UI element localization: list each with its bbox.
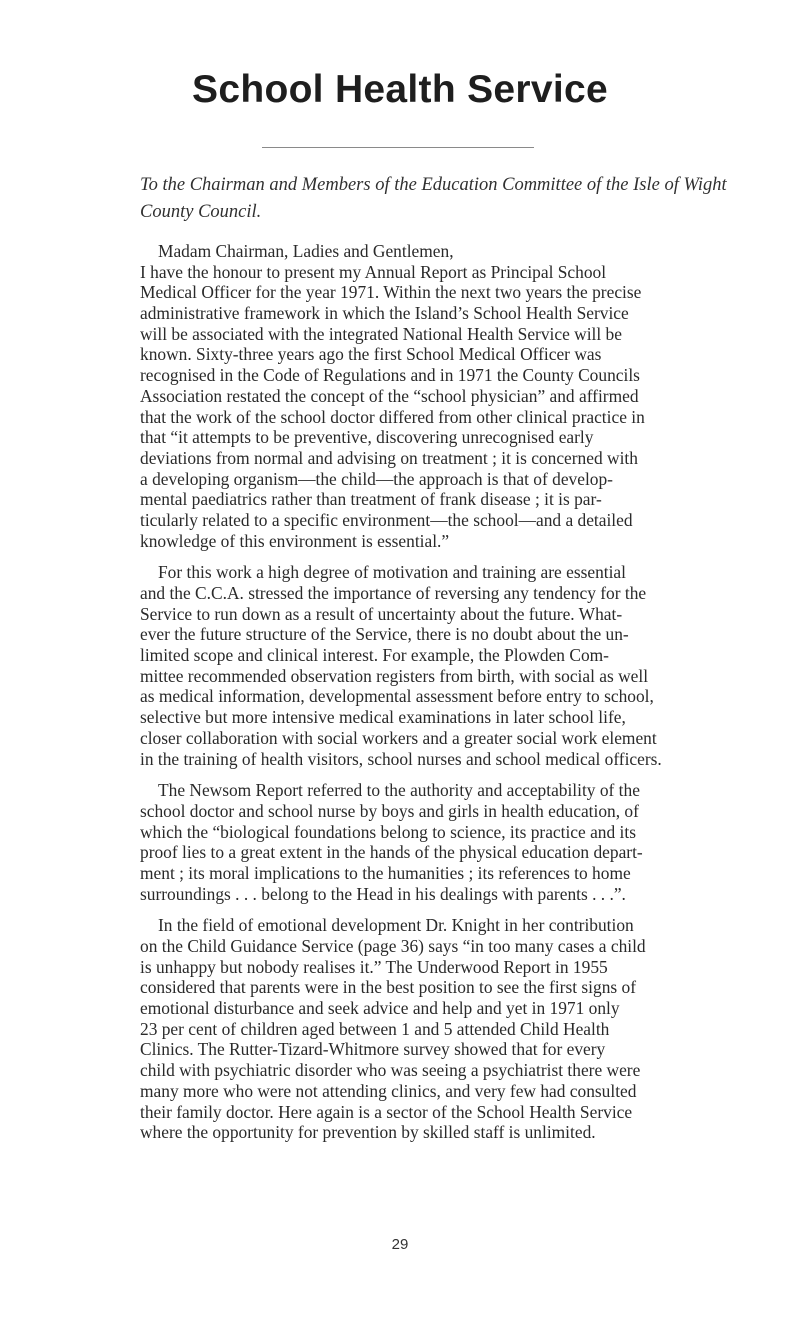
text-line: as medical information, developmental assessment before entry to school, [140,686,654,707]
text-line: mittee recommended observation registers from birth, with social as well [140,665,649,686]
page-title: School Health Service [192,68,608,111]
text-line: will be associated with the integrated National Health Service will be [140,323,622,344]
text-line: limited scope and clinical interest. For example, the Plowden Com- [140,645,609,666]
text-line: Association restated the concept of the “school physician” and affirmed [140,385,639,406]
text-line: ment ; its moral implications to the humanities ; its references to home [140,862,631,883]
text-line: school doctor and school nurse by boys and girls in health education, of [140,800,639,821]
paragraph [140,562,720,769]
text-line: that the work of the school doctor differed from other clinical practice in [140,406,645,427]
paragraph [140,915,720,1143]
text-line: administrative framework in which the Island’s School Health Service [140,303,629,324]
text-line: Medical Officer for the year 1971. Within the next two years the precise [140,282,642,303]
text-line: that “it attempts to be preventive, discovering unrecognised early [140,427,594,448]
text-line: I have the honour to present my Annual Report as Principal School [140,261,607,282]
text-line: Clinics. The Rutter-Tizard-Whitmore survey showed that for every [140,1039,606,1060]
text-line: many more who were not attending clinics, and very few had consulted [140,1080,637,1101]
text-line: closer collaboration with social workers and a greater social work element [140,727,657,748]
paragraph [140,241,720,551]
text-line: The Newsom Report referred to the authority and acceptability of the [158,780,640,801]
text-line: which the “biological foundations belong to science, its practice and its [140,821,636,842]
text-line: ticularly related to a specific environment—the school—and a detailed [140,509,633,530]
text-line: a developing organism—the child—the approach is that of develop- [140,468,613,489]
text-line: surroundings . . . belong to the Head in his dealings with parents . . .”. [140,883,626,904]
address-line: County Council. [140,202,262,222]
page-number: 29 [391,1236,409,1253]
text-line: child with psychiatric disorder who was seeing a psychiatrist there were [140,1060,641,1081]
text-line: Service to run down as a result of uncertainty about the future. What- [140,603,623,624]
text-line: known. Sixty-three years ago the first School Medical Officer was [140,344,602,365]
text-line: in the training of health visitors, school nurses and school medical officers. [140,748,662,769]
body-text [140,241,720,1154]
text-line: 23 per cent of children aged between 1 and 5 attended Child Health [140,1018,610,1039]
text-line: proof lies to a great extent in the hands of the physical education depart- [140,842,643,863]
paragraph [140,780,720,904]
text-line: ever the future structure of the Service, there is no doubt about the un- [140,624,629,645]
address-line: To the Chairman and Members of the Education Committee of the Isle of Wight [140,175,727,195]
text-line: is unhappy but nobody realises it.” The Underwood Report in 1955 [140,956,608,977]
text-line: Madam Chairman, Ladies and Gentlemen, [158,241,454,261]
text-line: recognised in the Code of Regulations and in 1971 the County Councils [140,365,640,386]
address-block [140,172,727,226]
text-line: their family doctor. Here again is a sector of the School Health Service [140,1101,633,1122]
text-line: In the field of emotional development Dr. Knight in her contribution [158,915,634,936]
text-line: emotional disturbance and seek advice and help and yet in 1971 only [140,998,620,1019]
text-line: on the Child Guidance Service (page 36) says “in too many cases a child [140,936,646,956]
text-line: deviations from normal and advising on treatment ; it is concerned with [140,447,638,468]
text-line: For this work a high degree of motivation and training are essential [158,562,626,583]
text-line: where the opportunity for prevention by skilled staff is unlimited. [140,1122,596,1143]
text-line: and the C.C.A. stressed the importance of reversing any tendency for the [140,583,647,603]
text-line: selective but more intensive medical examinations in later school life, [140,707,626,728]
text-line: mental paediatrics rather than treatment of frank disease ; it is par- [140,489,602,510]
text-line: considered that parents were in the best position to see the first signs of [140,977,636,998]
title-divider [262,147,534,148]
text-line: knowledge of this environment is essential.” [140,530,450,551]
